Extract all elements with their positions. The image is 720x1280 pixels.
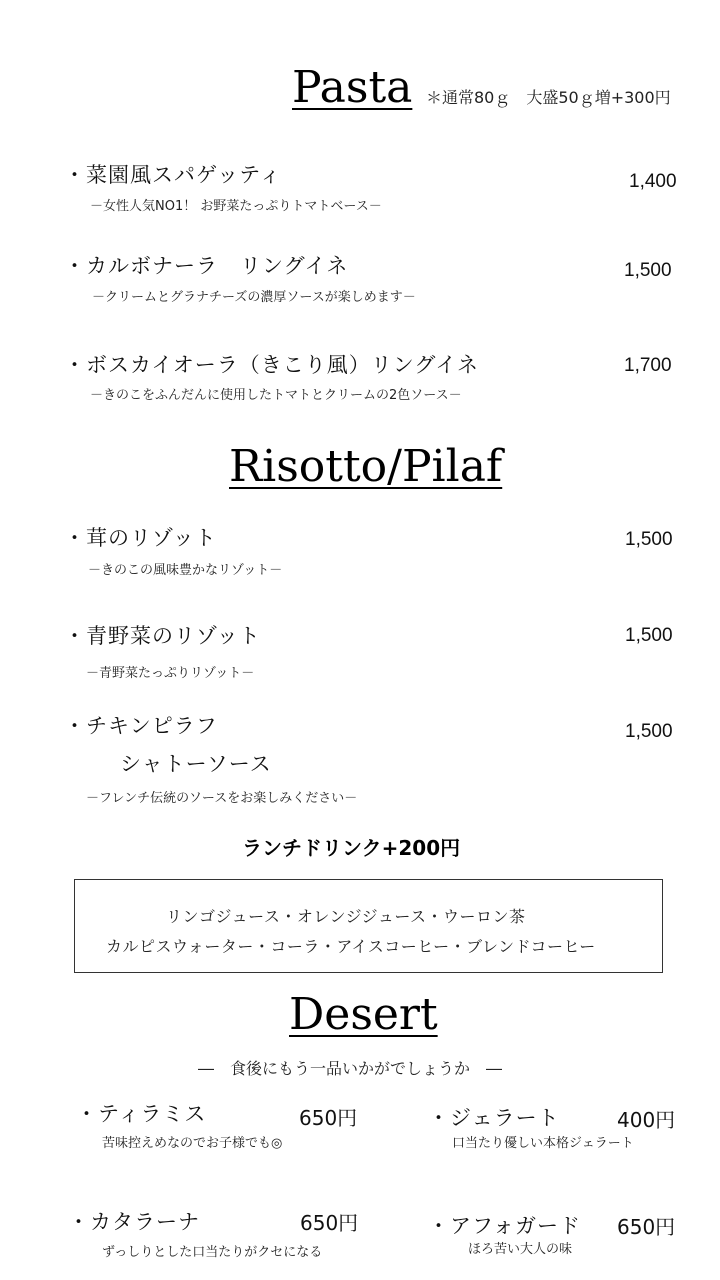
menu-item-name: ・チキンピラフ — [64, 714, 218, 738]
menu-item-price: 1,500 — [625, 625, 673, 646]
dessert-item-description: 口当たり優しい本格ジェラート — [452, 1136, 634, 1151]
menu-item-price: 1,700 — [624, 355, 672, 376]
menu-item-price: 1,500 — [625, 721, 673, 742]
dessert-subtitle: ― 食後にもう一品いかがでしょうか ― — [198, 1059, 503, 1078]
dessert-item-price: 650円 — [300, 1211, 359, 1235]
lunch-drink-heading: ランチドリンク+200円 — [242, 836, 461, 860]
menu-item-name-line2: シャトーソース — [120, 752, 272, 776]
dessert-item-price: 650円 — [617, 1215, 676, 1239]
pasta-portion-note: ＊通常80ｇ 大盛50ｇ増+300円 — [426, 88, 671, 107]
dessert-item-name: ・ジェラート — [428, 1106, 560, 1130]
menu-item-price: 1,500 — [625, 529, 673, 550]
menu-item-name: ・ボスカイオーラ（きこり風）リングイネ — [64, 353, 480, 377]
dessert-heading: Desert — [289, 989, 438, 1040]
menu-item-name: ・茸のリゾット — [64, 526, 217, 550]
dessert-item-description: 苦味控えめなのでお子様でも◎ — [102, 1136, 283, 1151]
menu-item-description: －きのこをふんだんに使用したトマトとクリームの2色ソース－ — [90, 388, 462, 403]
dessert-item-price: 650円 — [299, 1106, 358, 1130]
pasta-heading: Pasta — [292, 62, 413, 113]
risotto-pilaf-heading: Risotto/Pilaf — [229, 441, 503, 492]
dessert-item-price: 400円 — [617, 1108, 676, 1132]
menu-item-description: －青野菜たっぷりリゾット－ — [86, 666, 255, 681]
dessert-item-description: ずっしりとした口当たりがクセになる — [102, 1245, 323, 1260]
menu-item-price: 1,500 — [624, 260, 672, 281]
menu-item-description: －フレンチ伝統のソースをお楽しみください－ — [86, 791, 358, 806]
menu-item-description: －きのこの風味豊かなリゾット－ — [88, 563, 283, 578]
menu-item-name: ・青野菜のリゾット — [64, 624, 261, 648]
drink-list-line: リンゴジュース・オレンジジュース・ウーロン茶 — [166, 907, 526, 926]
dessert-item-name: ・アフォガード — [428, 1214, 581, 1238]
drink-list-line: カルピスウォーター・コーラ・アイスコーヒー・ブレンドコーヒー — [106, 937, 596, 956]
menu-item-description: －クリームとグラナチーズの濃厚ソースが楽しめます－ — [92, 290, 416, 305]
dessert-item-name: ・カタラーナ — [68, 1210, 200, 1234]
menu-item-price: 1,400 — [629, 171, 677, 192]
menu-item-name: ・菜園風スパゲッティ — [64, 163, 282, 187]
dessert-item-description: ほろ苦い大人の味 — [468, 1242, 573, 1257]
menu-item-name: ・カルボナーラ リングイネ — [64, 254, 349, 278]
menu-item-description: －女性人気NO1！ お野菜たっぷりトマトベース－ — [90, 199, 382, 214]
dessert-item-name: ・ティラミス — [76, 1102, 207, 1126]
